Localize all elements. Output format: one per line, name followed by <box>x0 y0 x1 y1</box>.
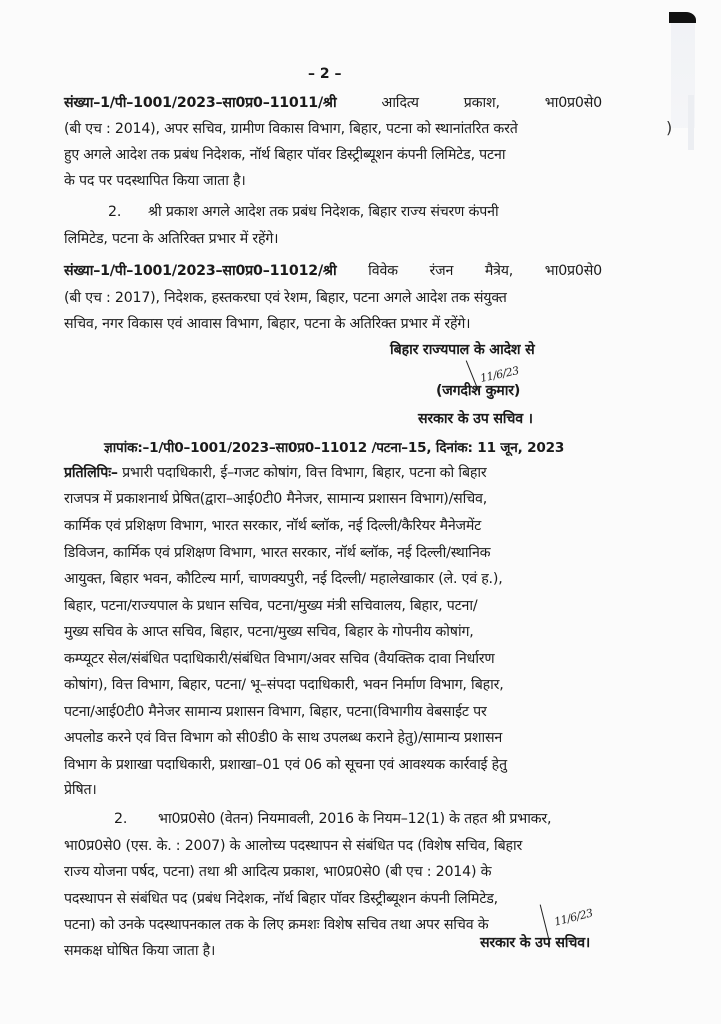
copy-line: कम्प्यूटर सेल/संबंधित पदाधिकारी/संबंधित विभाग/अवर सचिव (वैयक्तिक दावा निर्धारण <box>64 651 495 667</box>
order-line: (बी एच : 2014), अपर सचिव, ग्रामीण विकास विभाग, बिहार, पटना को स्थानांतरित करते <box>64 121 518 137</box>
order-word: रंजन <box>429 263 454 279</box>
order-line <box>64 261 602 281</box>
order-word: प्रकाश, <box>463 95 500 111</box>
scan-edge-strip <box>688 95 694 150</box>
order-line: हुए अगले आदेश तक प्रबंध निदेशक, नॉर्थ बिहार पॉवर डिस्ट्रीब्यूशन कंपनी लिमिटेड, पटना <box>64 147 506 163</box>
copy-line: कार्मिक एवं प्रशिक्षण विभाग, भारत सरकार, नॉर्थ ब्लॉक, नई दिल्ली/कैरियर मैनेजमेंट <box>64 518 482 534</box>
signatory-designation: सरकार के उप सचिव । <box>418 411 533 427</box>
edge-mark: ) <box>666 118 673 137</box>
para-line: समकक्ष घोषित किया जाता है। <box>64 943 216 959</box>
order-line: के पद पर पदस्थापित किया जाता है। <box>64 173 246 189</box>
copy-line: बिहार, पटना/राज्यपाल के प्रधान सचिव, पटना/मुख्य मंत्री सचिवालय, बिहार, पटना/ <box>64 598 478 614</box>
paragraph-number: 2. <box>114 811 128 827</box>
signature-mark: 11/6/23 <box>553 906 594 929</box>
order-by-governor: बिहार राज्यपाल के आदेश से <box>390 342 535 358</box>
copy-line: राजपत्र में प्रकाशनार्थ प्रेषित(द्वारा–आई0टी0 मैनेजर, सामान्य प्रशासन विभाग)/सचिव, <box>64 491 488 507</box>
para-line: राज्य योजना पर्षद, पटना) तथा श्री आदित्य प्रकाश, भा0प्र0से0 (बी एच : 2014) के <box>64 864 492 880</box>
copy-line: अपलोड करने एवं वित्त विभाग को सी0डी0 के साथ उपलब्ध कराने हेतु)/सामान्य प्रशासन <box>64 730 503 746</box>
copy-line: कोषांग), वित्त विभाग, बिहार, पटना/ भू–संपदा पदाधिकारी, भवन निर्माण विभाग, बिहार, <box>64 677 504 693</box>
order-number: संख्या–1/पी–1001/2023–सा0प्र0–11011/श्री <box>64 95 337 111</box>
copy-line: डिविजन, कार्मिक एवं प्रशिक्षण विभाग, भारत सरकार, नॉर्थ ब्लॉक, नई दिल्ली/स्थानिक <box>64 545 491 561</box>
para-line: पटना) को उनके पदस्थापनकाल तक के लिए क्रमशः विशेष सचिव तथा अपर सचिव के <box>64 917 489 933</box>
order-line: (बी एच : 2017), निदेशक, हस्तकरघा एवं रेशम, बिहार, पटना अगले आदेश तक संयुक्त <box>64 290 507 306</box>
paragraph-number: 2. <box>108 204 122 220</box>
copy-text: प्रभारी पदाधिकारी, ई–गजट कोषांग, वित्त विभाग, बिहार, पटना को बिहार <box>122 465 487 481</box>
order-word: भा0प्र0से0 <box>544 95 602 111</box>
copy-label: प्रतिलिपिः– <box>64 465 118 481</box>
order-word: मैत्रेय, <box>484 263 514 279</box>
signature-mark: 11/6/23 <box>479 364 520 385</box>
copy-line: मुख्य सचिव के आप्त सचिव, बिहार, पटना/मुख्य सचिव, बिहार के गोपनीय कोषांग, <box>64 624 474 640</box>
scan-edge-tab <box>669 12 696 23</box>
copy-line: पटना/आई0टी0 मैनेजर सामान्य प्रशासन विभाग, बिहार, पटना(विभागीय वेबसाईट पर <box>64 704 487 720</box>
order-line <box>64 93 602 113</box>
page-number: – 2 – <box>308 66 342 82</box>
order-line: लिमिटेड, पटना के अतिरिक्त प्रभार में रहेंगे। <box>64 231 279 247</box>
copy-line: आयुक्त, बिहार भवन, कौटिल्य मार्ग, चाणक्यपुरी, नई दिल्ली/ महालेखाकार (ले. एवं ह.), <box>64 571 503 587</box>
copy-line <box>64 463 487 483</box>
memo-reference: ज्ञापांक:–1/पी0–1001/2023–सा0प्र0–11012 /पटना–15, दिनांक: 11 जून, 2023 <box>104 440 565 456</box>
order-number: संख्या–1/पी–1001/2023–सा0प्र0–11012/श्री <box>64 263 337 279</box>
copy-line: विभाग के प्रशाखा पदाधिकारी, प्रशाखा–01 एवं 06 को सूचना एवं आवश्यक कार्रवाई हेतु <box>64 757 507 773</box>
para-line: भा0प्र0से0 (एस. के. : 2007) के आलोच्य पदस्थापन से संबंधित पद (विशेष सचिव, बिहार <box>64 838 523 854</box>
para-line: पदस्थापन से संबंधित पद (प्रबंध निदेशक, नॉर्थ बिहार पॉवर डिस्ट्रीब्यूशन कंपनी लिमिटेड, <box>64 891 498 907</box>
signatory-designation: सरकार के उप सचिव। <box>480 935 591 951</box>
order-line: सचिव, नगर विकास एवं आवास विभाग, बिहार, पटना के अतिरिक्त प्रभार में रहेंगे। <box>64 316 471 332</box>
para-line: भा0प्र0से0 (वेतन) नियमावली, 2016 के नियम–12(1) के तहत श्री प्रभाकर, <box>158 811 552 827</box>
order-word: विवेक <box>368 263 398 279</box>
signatory-name: (जगदीश कुमार) <box>436 383 521 399</box>
copy-line: प्रेषित। <box>64 782 97 798</box>
order-word: आदित्य <box>381 95 419 111</box>
order-line: श्री प्रकाश अगले आदेश तक प्रबंध निदेशक, बिहार राज्य संचरण कंपनी <box>148 204 499 220</box>
order-word: भा0प्र0से0 <box>544 263 602 279</box>
